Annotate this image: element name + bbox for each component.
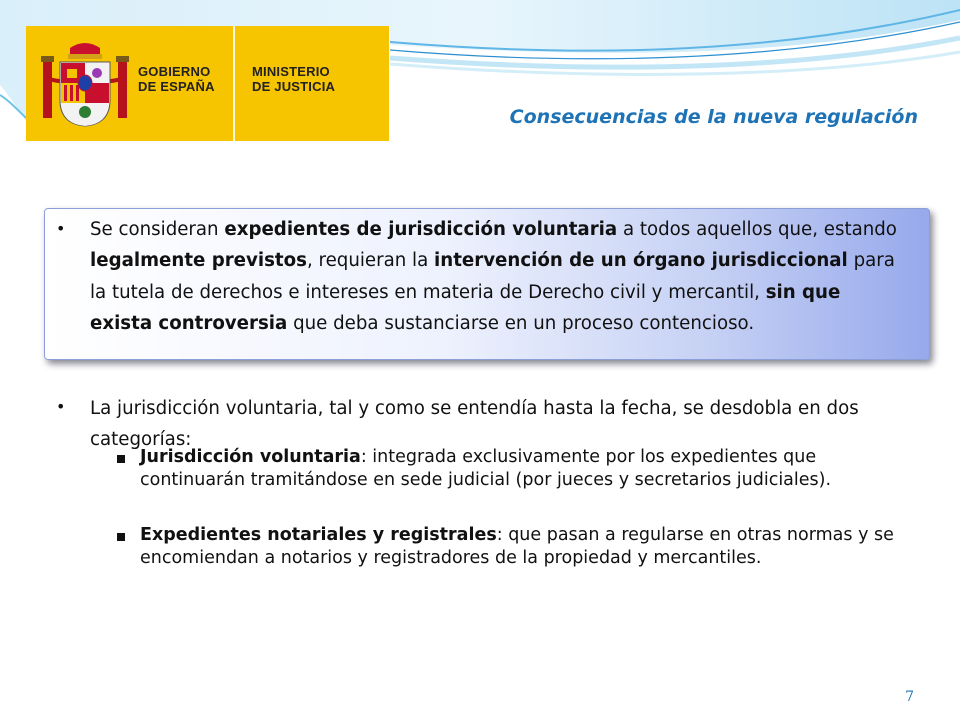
logo-divider xyxy=(233,26,235,141)
intro-paragraph: La jurisdicción voluntaria, tal y como se entendía hasta la fecha, se desdobla en dos categorías: xyxy=(90,398,859,451)
bold-term: expedientes de jurisdicción voluntaria xyxy=(224,219,618,240)
coat-of-arms-icon xyxy=(40,38,130,130)
category-title: Expedientes notariales y registrales xyxy=(140,525,497,545)
category-text: : integrada exclusivamente por los expedientes que continuarán tramitándose en sede judicial (por jueces y secretarios judiciales). xyxy=(140,447,832,490)
government-logo xyxy=(26,26,389,141)
definition-paragraph xyxy=(90,214,908,339)
category-item xyxy=(140,446,916,491)
text-run: a todos aquellos que, estando xyxy=(617,219,897,240)
category-title: Jurisdicción voluntaria xyxy=(140,447,361,467)
ministerio-text: MINISTERIO DE JUSTICIA xyxy=(252,64,336,94)
text-run: Se consideran xyxy=(90,219,225,240)
text-run: que deba sustanciarse en un proceso contencioso. xyxy=(287,312,755,334)
bold-term: sin que exista controversia xyxy=(90,281,841,334)
bold-term: intervención de un órgano jurisdiccional xyxy=(434,250,848,272)
square-bullet-icon xyxy=(117,533,125,541)
bullet-dot-icon: • xyxy=(56,397,66,416)
text-run: , requieran la xyxy=(306,250,435,272)
page-number: 7 xyxy=(905,689,914,705)
category-item xyxy=(140,524,916,569)
slide-title: Consecuencias de la nueva regulación xyxy=(509,106,918,128)
category-text: : que pasan a regularse en otras normas y se encomiendan a notarios y registradores de la propiedad y mercantiles. xyxy=(140,525,894,568)
text-run: para la tutela de derechos e intereses en materia de Derecho civil y mercantil, xyxy=(90,250,895,303)
bold-term: legalmente previstos xyxy=(90,250,307,272)
gobierno-text: GOBIERNO DE ESPAÑA xyxy=(138,64,215,94)
bullet-dot-icon: • xyxy=(56,219,66,238)
square-bullet-icon xyxy=(117,455,125,463)
